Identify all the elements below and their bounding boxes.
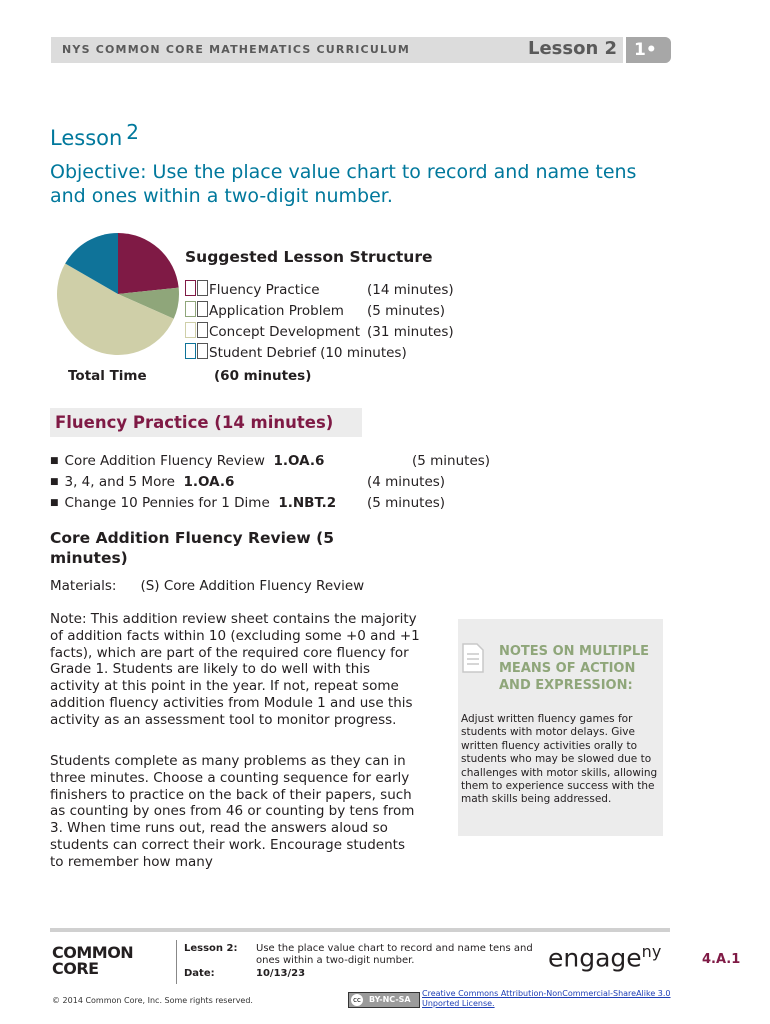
license-link[interactable]: Creative Commons Attribution-NonCommercial-ShareAlike 3.0 Unported License. bbox=[422, 989, 671, 1008]
footer-date-value: 10/13/23 bbox=[256, 968, 306, 979]
cc-license-badge bbox=[348, 992, 420, 1008]
materials bbox=[50, 578, 364, 594]
fluency-item-duration: (4 minutes) bbox=[367, 474, 446, 490]
objective: Objective: Use the place value chart to record and name tens and ones within a two-digit number. bbox=[50, 161, 637, 207]
section-title: Core Addition Fluency Review (5 minutes) bbox=[50, 529, 335, 567]
bullet-icon: ■ bbox=[50, 456, 59, 466]
fluency-item bbox=[50, 453, 324, 469]
lesson-structure-item bbox=[185, 301, 485, 321]
color-swatch-icon bbox=[185, 343, 196, 359]
lesson-number: 2 bbox=[126, 120, 140, 144]
engageny-logo bbox=[548, 942, 661, 972]
common-core-logo bbox=[52, 945, 133, 977]
header-lesson: Lesson 2 bbox=[528, 38, 618, 59]
curriculum-title: NYS COMMON CORE MATHEMATICS CURRICULUM bbox=[62, 43, 411, 56]
lesson-structure-duration: (14 minutes) bbox=[367, 282, 454, 298]
brand-sup: ny bbox=[641, 942, 662, 961]
fluency-item bbox=[50, 474, 234, 490]
grade-badge: 1• bbox=[626, 37, 671, 63]
total-time-value: (60 minutes) bbox=[214, 368, 312, 384]
swatch-box-icon bbox=[197, 322, 208, 338]
lesson-structure-label: Application Problem bbox=[209, 303, 344, 319]
fluency-item-name: Change 10 Pennies for 1 Dime bbox=[64, 495, 270, 511]
materials-label: Materials: bbox=[50, 578, 117, 594]
fluency-heading: Fluency Practice (14 minutes) bbox=[55, 413, 334, 432]
bullet-icon: ■ bbox=[50, 477, 59, 487]
lesson-structure-duration: (5 minutes) bbox=[367, 303, 446, 319]
copyright: © 2014 Common Core, Inc. Some rights reserved. bbox=[52, 996, 253, 1005]
page-number: 4.A.1 bbox=[702, 952, 741, 967]
swatch-box-icon bbox=[197, 280, 208, 296]
total-time-label: Total Time bbox=[68, 368, 147, 384]
notes-body: Adjust written fluency games for students with motor delays. Give written fluency activities orally to students who may be slowed due to challenges with motor skills, allowing them to experience success with the math skills being addressed. bbox=[461, 713, 658, 806]
notes-title: NOTES ON MULTIPLE MEANS OF ACTION AND EXPRESSION: bbox=[499, 644, 650, 693]
lesson-structure-pie bbox=[56, 232, 180, 356]
note-paragraph: Note: This addition review sheet contains the majority of addition facts within 10 (excluding some +0 and +1 facts), which are part of the required core fluency for Grade 1. Students are likely to do well with this activity at this point in the year. If not, repeat some addition fluency activities from Module 1 and use this activity as an assessment tool to monitor progress. bbox=[50, 611, 420, 728]
color-swatch-icon bbox=[185, 322, 196, 338]
swatch-box-icon bbox=[197, 301, 208, 317]
pie-slice bbox=[118, 233, 179, 294]
footer-divider bbox=[176, 940, 177, 984]
cc-badge-text: BY-NC-SA bbox=[369, 995, 411, 1004]
fluency-item-duration: (5 minutes) bbox=[367, 495, 446, 511]
lesson-structure-heading: Suggested Lesson Structure bbox=[185, 248, 433, 266]
fluency-item-name: 3, 4, and 5 More bbox=[64, 474, 175, 490]
footer-lesson-label: Lesson 2: bbox=[184, 943, 238, 954]
footer-date-label: Date: bbox=[184, 968, 215, 979]
instruction-paragraph: Students complete as many problems as they can in three minutes. Choose a counting sequence for early finishers to practice on the back of their papers, such as counting by ones from 46 or counting by tens from 3. When time runs out, read the answers aloud so students can correct their work. Encourage students to remember how many bbox=[50, 753, 415, 870]
footer-rule bbox=[50, 928, 670, 932]
lesson-structure-label: Concept Development bbox=[209, 324, 361, 340]
logo-line-2: CORE bbox=[52, 959, 99, 978]
fluency-item-standard: 1.NBT.2 bbox=[278, 495, 337, 511]
swatch-box-icon bbox=[197, 343, 208, 359]
lesson-structure-label: Student Debrief bbox=[209, 345, 317, 361]
fluency-item bbox=[50, 495, 336, 511]
lesson-structure-duration: (31 minutes) bbox=[367, 324, 454, 340]
fluency-item-standard: 1.OA.6 bbox=[183, 474, 235, 490]
document-icon bbox=[462, 643, 484, 673]
materials-value: (S) Core Addition Fluency Review bbox=[140, 578, 365, 594]
footer-lesson-text: Use the place value chart to record and name tens and ones within a two-digit number. bbox=[256, 943, 533, 966]
color-swatch-icon bbox=[185, 280, 196, 296]
lesson-structure-duration: (10 minutes) bbox=[320, 345, 407, 361]
brand-text: engage bbox=[548, 943, 642, 973]
bullet-icon: ■ bbox=[50, 498, 59, 508]
fluency-item-name: Core Addition Fluency Review bbox=[64, 453, 265, 469]
cc-icon: cc bbox=[351, 994, 363, 1006]
lesson-word: Lesson bbox=[50, 126, 123, 150]
lesson-structure-item bbox=[185, 280, 485, 300]
fluency-item-standard: 1.OA.6 bbox=[273, 453, 325, 469]
fluency-item-duration: (5 minutes) bbox=[412, 453, 491, 469]
logo-line-1: COMMON bbox=[52, 943, 134, 962]
lesson-title bbox=[50, 120, 140, 150]
color-swatch-icon bbox=[185, 301, 196, 317]
lesson-structure-item bbox=[185, 343, 485, 363]
lesson-structure-label: Fluency Practice bbox=[209, 282, 320, 298]
lesson-structure-item bbox=[185, 322, 485, 342]
